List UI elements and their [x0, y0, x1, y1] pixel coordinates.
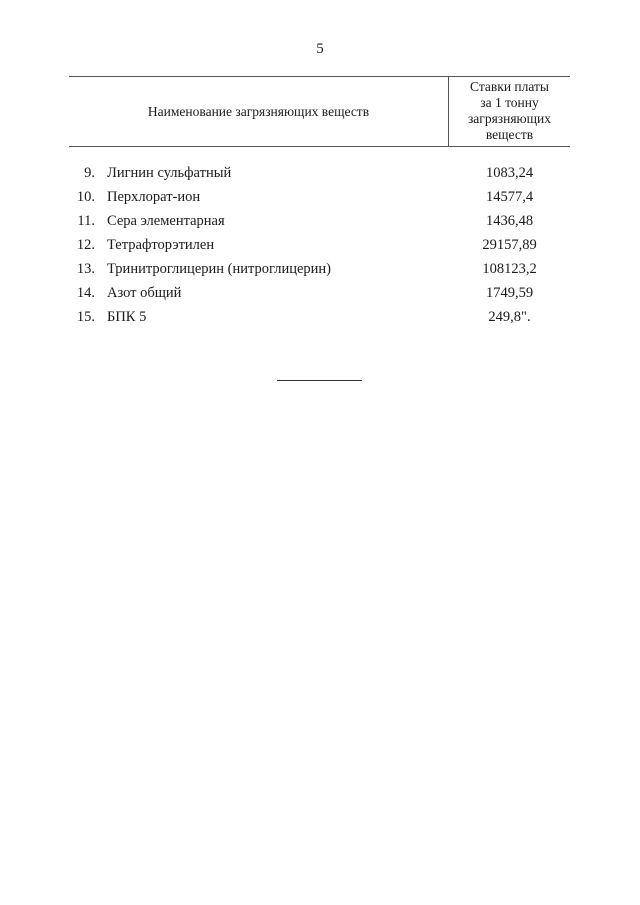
table-row: [69, 236, 570, 260]
rate-value: 1083,24: [485, 165, 534, 181]
rate-value: 14577,4: [485, 189, 534, 205]
row-number: 10.: [76, 189, 95, 205]
document-end-line: [277, 380, 362, 381]
row-number: 12.: [76, 237, 95, 253]
header-rate-line: Ставки платы: [470, 79, 549, 94]
header-rate: [449, 79, 570, 143]
substance-name: БПК 5: [107, 309, 147, 325]
rate-value: 1749,59: [485, 285, 534, 301]
substance-name: Азот общий: [107, 285, 182, 301]
header-substance-name: Наименование загрязняющих веществ: [147, 104, 370, 119]
rate-value: 108123,2: [482, 261, 537, 277]
table-row: [69, 188, 570, 212]
substance-name: Сера элементарная: [107, 213, 225, 229]
row-number: 11.: [77, 213, 95, 229]
rate-value: 1436,48: [485, 213, 534, 229]
table-body: [69, 164, 570, 332]
table-header-bottom-rule: [69, 146, 570, 147]
page-number: 5: [316, 41, 324, 57]
row-number: 14.: [76, 285, 95, 301]
header-rate-line: за 1 тонну: [480, 95, 539, 110]
table-row: [69, 308, 570, 332]
header-rate-line: веществ: [485, 127, 534, 142]
substance-name: Тринитроглицерин (нитроглицерин): [107, 261, 332, 277]
header-rate-line: загрязняющих: [467, 111, 552, 126]
substance-name: Перхлорат-ион: [107, 189, 201, 205]
row-number: 15.: [76, 309, 95, 325]
table-row: [69, 260, 570, 284]
row-number: 9.: [84, 165, 95, 181]
table-row: [69, 284, 570, 308]
table-row: [69, 212, 570, 236]
substance-name: Лигнин сульфатный: [107, 165, 232, 181]
table-row: [69, 164, 570, 188]
rate-value: 249,8".: [488, 309, 531, 325]
substance-name: Тетрафторэтилен: [107, 237, 215, 253]
rate-value: 29157,89: [482, 237, 537, 253]
row-number: 13.: [76, 261, 95, 277]
table-top-rule: [69, 76, 570, 77]
